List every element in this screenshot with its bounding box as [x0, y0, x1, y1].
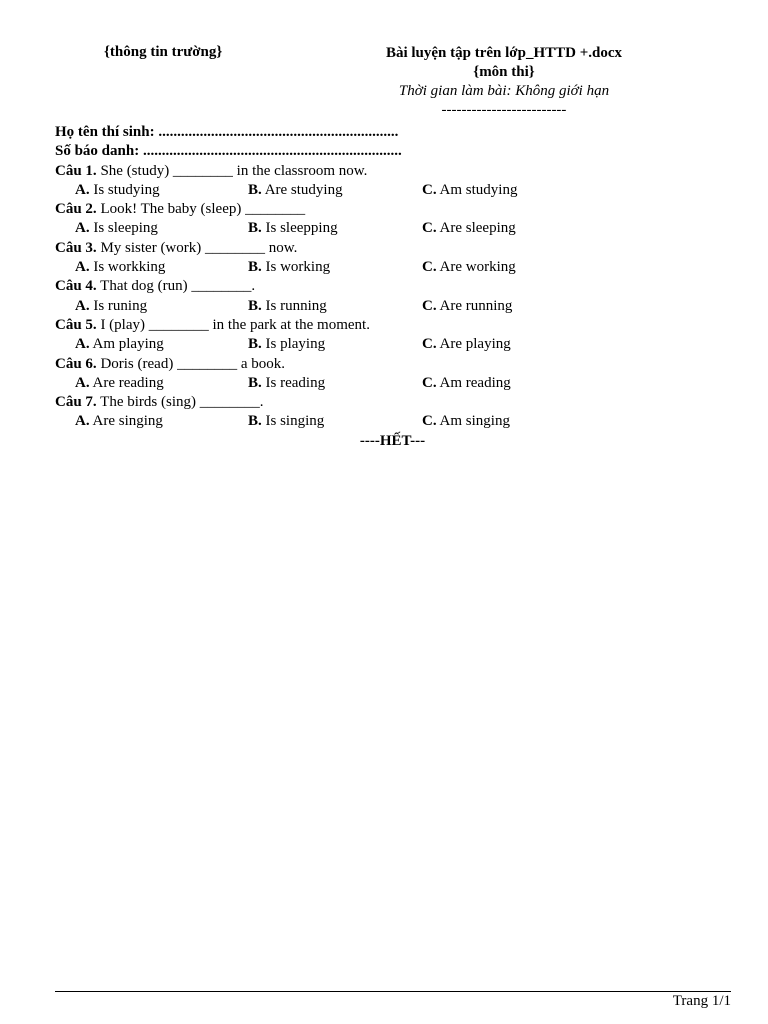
subject-label: {môn thi} — [473, 64, 535, 80]
option-b[interactable]: B. Is reading — [248, 374, 326, 391]
exam-body — [55, 123, 715, 451]
question-number: Câu 5. — [55, 316, 97, 333]
question-text: Look! The baby (sleep) ________ — [96, 201, 306, 218]
option-c[interactable]: C. Am studying — [422, 181, 518, 198]
header-block — [370, 44, 638, 120]
option-a[interactable]: A. Are singing — [75, 413, 163, 430]
question-text: I (play) ________ in the park at the moment. — [96, 316, 370, 333]
question-text: My sister (work) ________ now. — [96, 239, 298, 256]
option-a[interactable]: A. Is studying — [75, 181, 160, 198]
question-number: Câu 4. — [55, 278, 97, 295]
question-number: Câu 3. — [55, 239, 97, 256]
option-c[interactable]: C. Are working — [422, 259, 516, 276]
time-limit: Thời gian làm bài: Không giới hạn — [398, 83, 610, 99]
question-text: That dog (run) ________. — [96, 278, 256, 295]
option-a[interactable]: A. Is sleeping — [75, 220, 158, 237]
option-b[interactable]: B. Is playing — [248, 336, 326, 353]
question-7 — [55, 393, 715, 412]
option-c[interactable]: C. Are playing — [422, 336, 511, 353]
page-number: Trang 1/1 — [672, 993, 731, 1009]
answer-row-3 — [55, 258, 715, 277]
option-c[interactable]: C. Am singing — [422, 413, 510, 430]
option-a[interactable]: A. Is workking — [75, 259, 166, 276]
question-number: Câu 2. — [55, 201, 97, 218]
option-b[interactable]: B. Is running — [248, 297, 327, 314]
footer-rule — [55, 991, 731, 992]
option-a[interactable]: A. Are reading — [75, 374, 164, 391]
answer-row-1 — [55, 181, 715, 200]
option-b[interactable]: B. Is working — [248, 259, 331, 276]
header-divider: ------------------------- — [441, 102, 567, 118]
question-2 — [55, 200, 715, 219]
question-text: She (study) ________ in the classroom now. — [96, 162, 368, 179]
option-a[interactable]: A. Am playing — [75, 336, 164, 353]
end-mark: ----HẾT--- — [359, 432, 426, 449]
student-name-line: Họ tên thí sinh: ................................................................ — [55, 124, 399, 140]
option-a[interactable]: A. Is runing — [75, 297, 148, 314]
option-c[interactable]: C. Are running — [422, 297, 513, 314]
question-3 — [55, 239, 715, 258]
option-b[interactable]: B. Is sleepping — [248, 220, 338, 237]
question-number: Câu 1. — [55, 162, 97, 179]
answer-row-4 — [55, 297, 715, 316]
question-number: Câu 6. — [55, 355, 97, 372]
question-text: The birds (sing) ________. — [96, 394, 264, 411]
header-school-info: {thông tin trường} — [104, 44, 223, 60]
document-title: Bài luyện tập trên lớp_HTTD +.docx — [385, 45, 623, 61]
question-5 — [55, 316, 715, 335]
answer-row-2 — [55, 219, 715, 238]
question-number: Câu 7. — [55, 394, 97, 411]
option-c[interactable]: C. Am reading — [422, 374, 511, 391]
answer-row-7 — [55, 412, 715, 431]
question-6 — [55, 355, 715, 374]
option-b[interactable]: B. Is singing — [248, 413, 325, 430]
answer-row-5 — [55, 335, 715, 354]
answer-row-6 — [55, 374, 715, 393]
question-text: Doris (read) ________ a book. — [96, 355, 285, 372]
question-4 — [55, 277, 715, 296]
option-b[interactable]: B. Are studying — [248, 181, 343, 198]
student-id-line: Số báo danh: ..................................................................... — [55, 143, 402, 160]
option-c[interactable]: C. Are sleeping — [422, 220, 516, 237]
question-1 — [55, 162, 715, 181]
